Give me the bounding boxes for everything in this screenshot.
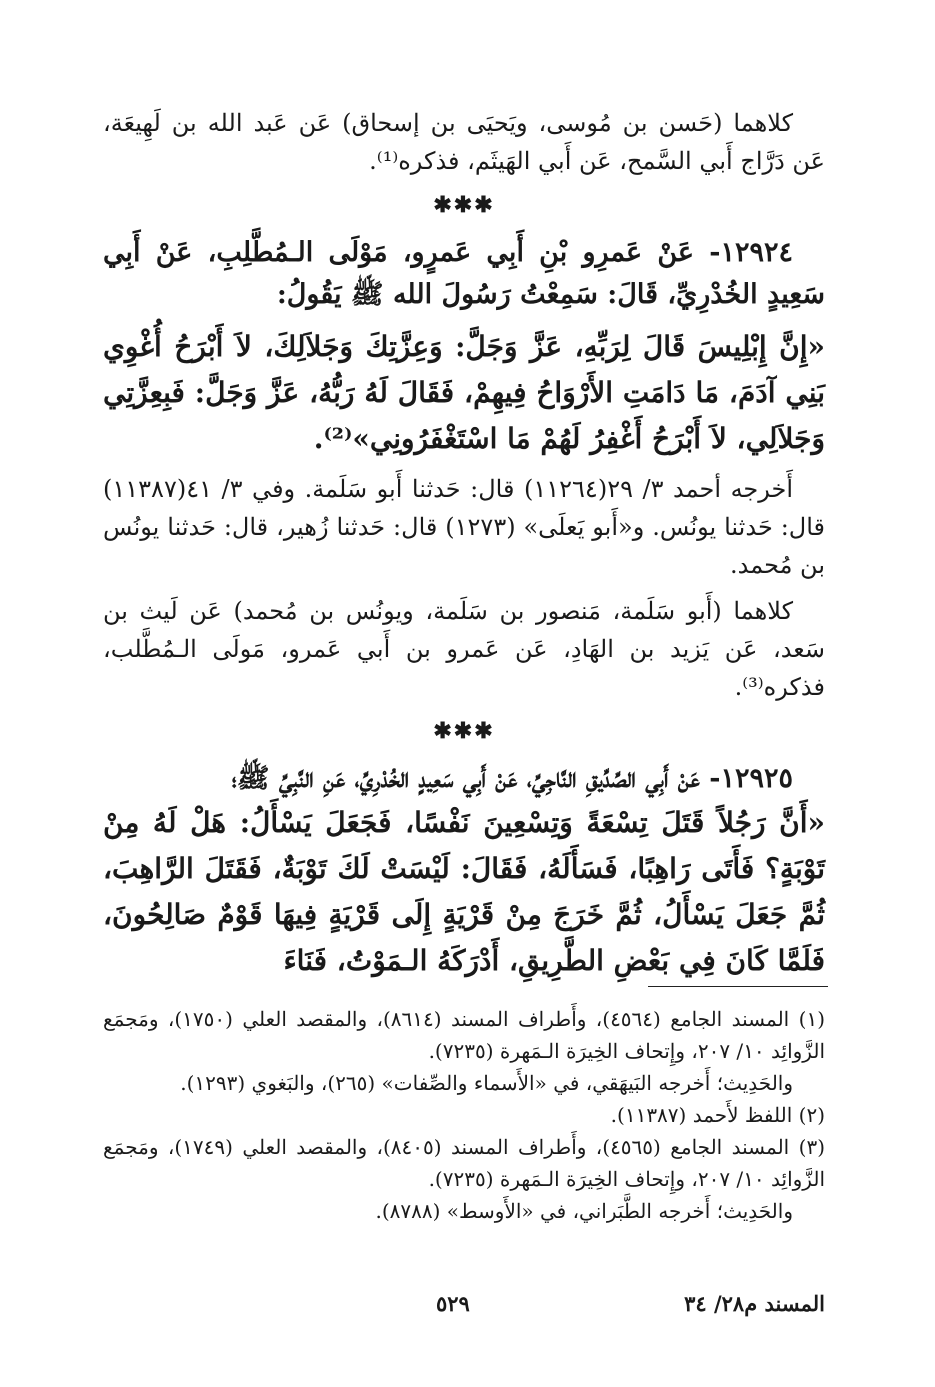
section-separator: ✱✱✱ bbox=[433, 192, 495, 218]
footnote-2: (٢) اللفظ لأَحمد (١١٣٨٧). bbox=[610, 1103, 825, 1127]
hadith-12924-heading: ١٢٩٢٤- عَنْ عَمرِو بْنِ أَبِي عَمرٍو، مَوْلَى الـمُطَّلِبِ، عَنْ أَبِي سَعِيدٍ الخُدْرِيِّ، قَالَ: سَمِعْتُ رَسُولَ الله ﷺ يَقُولُ: bbox=[103, 237, 825, 310]
hadith-12925-heading: ١٢٩٢٥- عَنْ أَبِي الصِّدِّيقِ النَّاجِيِّ، عَنْ أَبِي سَعِيدٍ الخُدْرِيِّ، عَنِ النَّبِيِّ ﷺ؛ bbox=[231, 763, 793, 794]
hadith-12924-text: «إِنَّ إِبْلِيسَ قَالَ لِرَبِّهِ، عَزَّ وَجَلَّ: وَعِزَّتِكَ وَجَلاَلِكَ، لاَ أَبْرَحُ أُغْوِي بَنِي آدَمَ، مَا دَامَتِ الأَرْوَاحُ فِيهِمْ، فَقَالَ لَهُ رَبُّهُ، عَزَّ وَجَلَّ: فَبِعِزَّتِي وَجَلاَلِي، لاَ أَبْرَحُ أَغْفِرُ لَهُمْ مَا اسْتَغْفَرُونِي»⁽²⁾. bbox=[103, 330, 825, 455]
page-number: ٥٢٩ bbox=[436, 1291, 470, 1316]
chain-paragraph-2: كلاهما (أَبو سَلَمة، مَنصور بن سَلَمة، ويونُس بن مُحمد) عَن لَيث بن سَعد، عَن يَزيد بن الهَادِ، عَن عَمرو بن أَبي عَمرو، مَولَى الـمُطَّلب، فذكره⁽³⁾. bbox=[103, 597, 825, 701]
footnote-divider bbox=[648, 986, 828, 987]
takhrij-paragraph: أَخرجه أحمد ٣/ ٢٩(١١٢٦٤) قال: حَدثنا أَبو سَلَمة. وفي ٣/ ٤١(١١٣٨٧) قال: حَدثنا يونُس. و«أَبو يَعلَى» (١٢٧٣) قال: حَدثنا زُهير، قال: حَدثنا يونُس بن مُحمد. bbox=[103, 475, 826, 579]
chain-paragraph-1: كلاهما (حَسن بن مُوسى، ويَحيَى بن إسحاق) عَن عَبد الله بن لَهِيعَة، عَن دَرَّاج أَبي السَّمح، عَن أَبي الهَيثَم، فذكره⁽¹⁾. bbox=[103, 109, 825, 175]
footnotes bbox=[103, 1003, 825, 1227]
footnote-1-continuation: والحَدِيث؛ أَخرجه البَيهَقي، في «الأَسماء والصِّفات» (٢٦٥)، والبَغوي (١٢٩٣). bbox=[180, 1071, 793, 1095]
footnote-1: (١) المسند الجامع (٤٥٦٤)، وأَطراف المسند (٨٦١٤)، والمقصد العلي (١٧٥٠)، ومَجمَع الزَّوائِد ١٠/ ٢٠٧، وإِتحاف الخِيرَة الـمَهرة (٧٢٣٥). bbox=[103, 1007, 825, 1063]
footnote-3-continuation: والحَدِيث؛ أَخرجه الطَّبَراني، في «الأَوسط» (٨٧٨٨). bbox=[375, 1199, 793, 1223]
main-text bbox=[103, 104, 825, 984]
volume-signature: المسند م٢٨/ ٣٤ bbox=[684, 1291, 825, 1316]
footnote-3: (٣) المسند الجامع (٤٥٦٥)، وأَطراف المسند (٨٤٠٥)، والمقصد العلي (١٧٤٩)، ومَجمَع الزَّوائِد ١٠/ ٢٠٧، وإِتحاف الخِيرَة الـمَهرة (٧٢٣٥). bbox=[103, 1135, 825, 1191]
hadith-12925-text: «أَنَّ رَجُلاً قَتَلَ تِسْعَةً وَتِسْعِينَ نَفْسًا، فَجَعَلَ يَسْأَلُ: هَلْ لَهُ مِنْ تَوْبَةٍ؟ فَأَتَى رَاهِبًا، فَسَأَلَهُ، فَقَالَ: لَيْسَتْ لَكَ تَوْبَةٌ، فَقَتَلَ الرَّاهِبَ، ثُمَّ جَعَلَ يَسْأَلُ، ثُمَّ خَرَجَ مِنْ قَرْيَةٍ إِلَى قَرْيَةٍ فِيهَا قَوْمٌ صَالِحُونَ، فَلَمَّا كَانَ فِي بَعْضِ الطَّرِيقِ، أَدْرَكَهُ الـمَوْتُ، فَنَاءَ bbox=[103, 806, 825, 977]
section-separator: ✱✱✱ bbox=[433, 718, 495, 744]
